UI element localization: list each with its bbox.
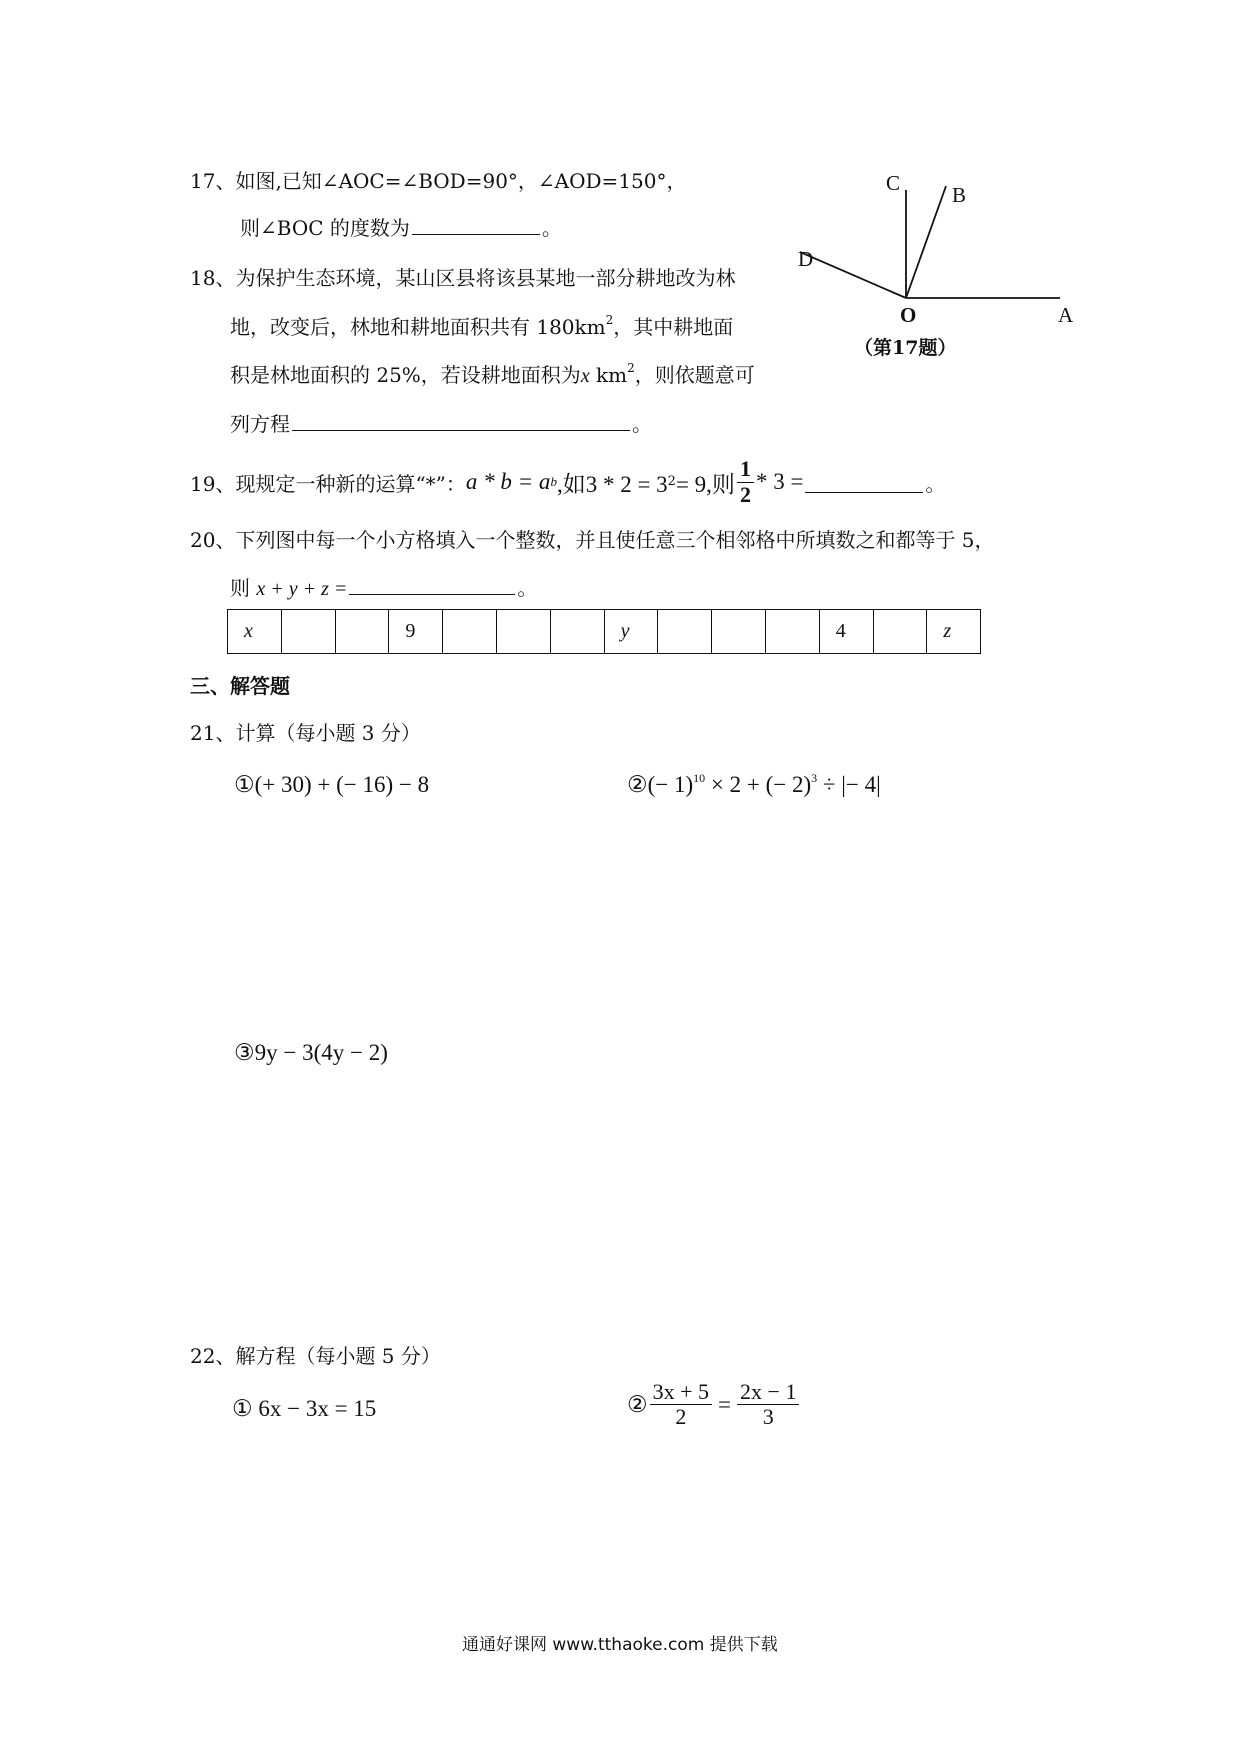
q19-answer-blank[interactable] <box>805 472 923 493</box>
q22-left-num: 3x + 5 <box>650 1380 712 1405</box>
q18-sup-2a: 2 <box>605 313 614 327</box>
q20-line1: 20、下列图中每一个小方格填入一个整数，并且使任意三个相邻格中所填数之和都等于 5， <box>190 528 995 552</box>
q18-line1: 18、为保护生态环境，某山区县将该县某地一部分耕地改为林 <box>190 266 736 290</box>
q18-line4-end: 。 <box>632 412 652 436</box>
q17-line2 <box>240 212 562 241</box>
label-o: O <box>900 303 917 327</box>
q21-p2-sup-3: 3 <box>811 771 818 785</box>
q22-problem-1: ① 6x − 3x = 15 <box>232 1396 377 1421</box>
grid-cell-6[interactable] <box>496 610 550 654</box>
q19-frac-den: 2 <box>739 481 751 507</box>
q20-number-grid <box>227 609 981 654</box>
q22-problem-2 <box>627 1380 801 1429</box>
q21-problem-1: ①(+ 30) + (− 16) − 8 <box>234 772 430 797</box>
label-d: D <box>798 247 814 271</box>
grid-cell-7[interactable] <box>550 610 604 654</box>
figure-17-angle-diagram <box>790 170 1080 370</box>
q20-line2 <box>230 572 537 601</box>
q21-p2-sup-10: 10 <box>693 771 706 785</box>
q17-line1: 17、如图,已知∠AOC=∠BOD=90°，∠AOD=150°， <box>190 169 687 193</box>
section-3-title: 三、解答题 <box>190 674 290 698</box>
q20-line2-end: 。 <box>517 576 538 600</box>
label-c: C <box>886 171 901 195</box>
q18-line3 <box>230 359 755 388</box>
q21-problem-3: ③9y − 3(4y − 2) <box>234 1040 388 1065</box>
grid-cell-4[interactable]: 9 <box>389 610 443 654</box>
q18-line3-text-a: 积是林地面积的 25%，若设耕地面积为 <box>230 363 581 387</box>
q18-line4 <box>230 408 652 437</box>
q21-p2-part-c: ÷ |− 4| <box>817 772 881 797</box>
q19-expr-3: = 9,则 <box>675 471 735 497</box>
label-b: B <box>952 183 967 207</box>
q19-end: 。 <box>925 471 946 496</box>
q19-fraction <box>737 457 754 506</box>
q19-expr-2: ,如3 * 2 = 3 <box>556 471 668 497</box>
grid-cell-2[interactable] <box>281 610 335 654</box>
q17-line2-end: 。 <box>541 216 562 240</box>
grid-cell-13[interactable] <box>873 610 927 654</box>
grid-cell-8[interactable]: y <box>604 610 658 654</box>
grid-cell-9[interactable] <box>658 610 712 654</box>
q18-line2 <box>230 311 733 340</box>
q22-p2-prefix: ② <box>627 1391 648 1417</box>
q21-p2-part-b: × 2 + (− 2) <box>705 772 812 797</box>
q18-line3-unit: km <box>589 363 628 387</box>
q21-problem-2 <box>627 772 881 798</box>
grid-cell-12[interactable]: 4 <box>819 610 873 654</box>
grid-cell-10[interactable] <box>712 610 766 654</box>
q18-line2-text-b: ，其中耕地面 <box>613 315 734 339</box>
q21-title: 21、计算（每小题 3 分） <box>190 721 421 745</box>
grid-cell-3[interactable] <box>335 610 389 654</box>
grid-cell-5[interactable] <box>443 610 497 654</box>
q18-answer-blank[interactable] <box>292 410 630 431</box>
q19-expr-1: a * b = a <box>465 469 551 494</box>
grid-cell-1[interactable]: x <box>228 610 282 654</box>
ray-od <box>800 252 906 298</box>
q18-var-x: x <box>580 365 590 387</box>
q22-right-den: 3 <box>762 1404 774 1430</box>
grid-cell-14[interactable]: z <box>927 610 981 654</box>
q19-line: 19、现规定一种新的运算“*”： a * b = a b ,如3 * 2 = 3 2 = 9,则 $\frac{1}{2}$ * 3 = 。 <box>190 456 946 507</box>
figure-17-caption: （第17题） <box>854 337 957 359</box>
q18-sup-2b: 2 <box>627 361 635 375</box>
q22-equals: = <box>718 1391 732 1417</box>
label-a: A <box>1058 303 1074 327</box>
q20-answer-blank[interactable] <box>349 574 515 595</box>
q18-line4-text: 列方程 <box>230 412 290 436</box>
q18-line3-text-c: ，则依题意可 <box>634 363 755 387</box>
q22-fraction-left <box>650 1380 712 1429</box>
q22-left-den: 2 <box>675 1404 687 1430</box>
q19-prefix: 19、现规定一种新的运算“*”： <box>190 471 466 496</box>
ray-ob <box>906 186 946 298</box>
q19-expr-4: * 3 = <box>755 469 804 494</box>
q20-expr: x + y + z = <box>256 578 348 600</box>
q17-line2-text: 则∠BOC 的度数为 <box>240 216 410 240</box>
q20-line2-text: 则 <box>230 576 250 600</box>
q22-right-num: 2x − 1 <box>737 1380 799 1405</box>
q22-fraction-right <box>737 1380 799 1429</box>
q17-answer-blank[interactable] <box>412 214 540 235</box>
q19-frac-num: 1 <box>737 457 754 482</box>
footer-text: 通通好课网 www.tthaoke.com 提供下载 <box>462 1635 778 1655</box>
q18-line2-text-a: 地，改变后，林地和耕地面积共有 180km <box>230 315 606 339</box>
q22-title: 22、解方程（每小题 5 分） <box>190 1344 441 1368</box>
q21-p2-part-a: ②(− 1) <box>627 772 694 797</box>
grid-cell-11[interactable] <box>765 610 819 654</box>
q20-grid-row <box>228 610 981 654</box>
